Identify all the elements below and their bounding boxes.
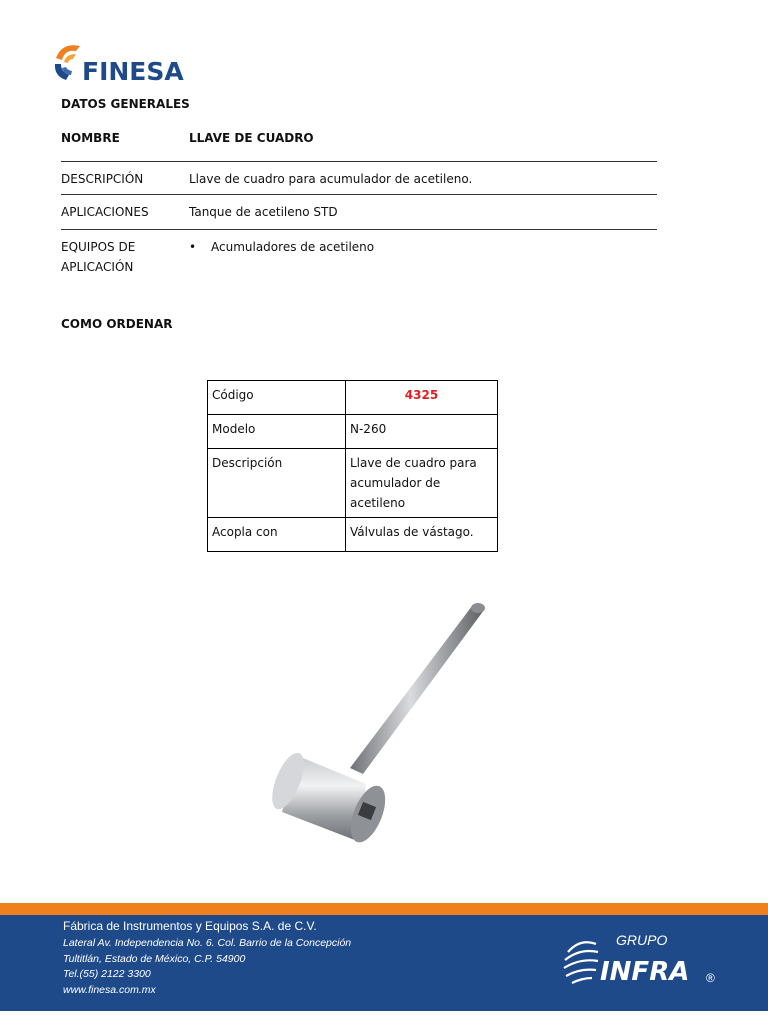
finesa-swirl-icon: [55, 45, 80, 80]
bullet-text: Acumuladores de acetileno: [211, 240, 375, 254]
table-key: Acopla con: [208, 518, 346, 552]
table-key: Código: [208, 381, 346, 415]
table-value: Llave de cuadro para acumulador de acetileno: [346, 449, 498, 518]
info-label: DESCRIPCIÓN: [61, 172, 144, 186]
footer-address-line2: Tultitlán, Estado de México, C.P. 54900: [63, 953, 246, 965]
section-title-order: COMO ORDENAR: [61, 317, 173, 331]
info-label-line1: EQUIPOS DE: [61, 240, 136, 254]
table-key: Modelo: [208, 415, 346, 449]
infra-globe-icon: [564, 942, 598, 983]
info-value: [189, 237, 657, 290]
bullet-icon: •: [189, 240, 197, 254]
table-row: [208, 415, 498, 449]
info-row-equipos: [61, 230, 657, 290]
table-row: [208, 449, 498, 518]
product-code: 4325: [346, 381, 498, 415]
general-info-table: [61, 120, 657, 290]
info-value: LLAVE DE CUADRO: [189, 131, 314, 145]
table-row: [208, 381, 498, 415]
footer-company: Fábrica de Instrumentos y Equipos S.A. de C.V.: [63, 919, 317, 933]
info-row-descripcion: [61, 162, 657, 195]
info-row-aplicaciones: [61, 195, 657, 230]
info-label: [61, 237, 189, 290]
footer-orange-stripe: [0, 903, 768, 915]
svg-text:®: ®: [706, 971, 715, 985]
info-value: Tanque de acetileno STD: [189, 205, 338, 219]
info-label: APLICACIONES: [61, 205, 149, 219]
info-label: NOMBRE: [61, 131, 120, 145]
section-title-general: DATOS GENERALES: [61, 97, 190, 111]
table-key: Descripción: [208, 449, 346, 518]
finesa-logo: [52, 42, 212, 86]
footer-address-line1: Lateral Av. Independencia No. 6. Col. Barrio de la Concepción: [63, 937, 352, 949]
svg-text:GRUPO: GRUPO: [616, 932, 668, 948]
info-value: Llave de cuadro para acumulador de acetileno.: [189, 172, 473, 186]
svg-text:INFRA: INFRA: [600, 957, 690, 987]
table-value: N-260: [346, 415, 498, 449]
wrench-icon: [268, 603, 485, 847]
footer-phone: Tel.(55) 2122 3300: [63, 968, 151, 980]
info-row-nombre: [61, 120, 657, 162]
table-value: Válvulas de vástago.: [346, 518, 498, 552]
info-label-line2: APLICACIÓN: [61, 260, 134, 274]
table-row: [208, 518, 498, 552]
product-image: [268, 596, 498, 858]
footer-website: www.finesa.com.mx: [63, 984, 156, 996]
order-table: [207, 380, 498, 552]
svg-text:FINESA: FINESA: [82, 57, 184, 86]
grupo-infra-logo: [560, 930, 720, 990]
